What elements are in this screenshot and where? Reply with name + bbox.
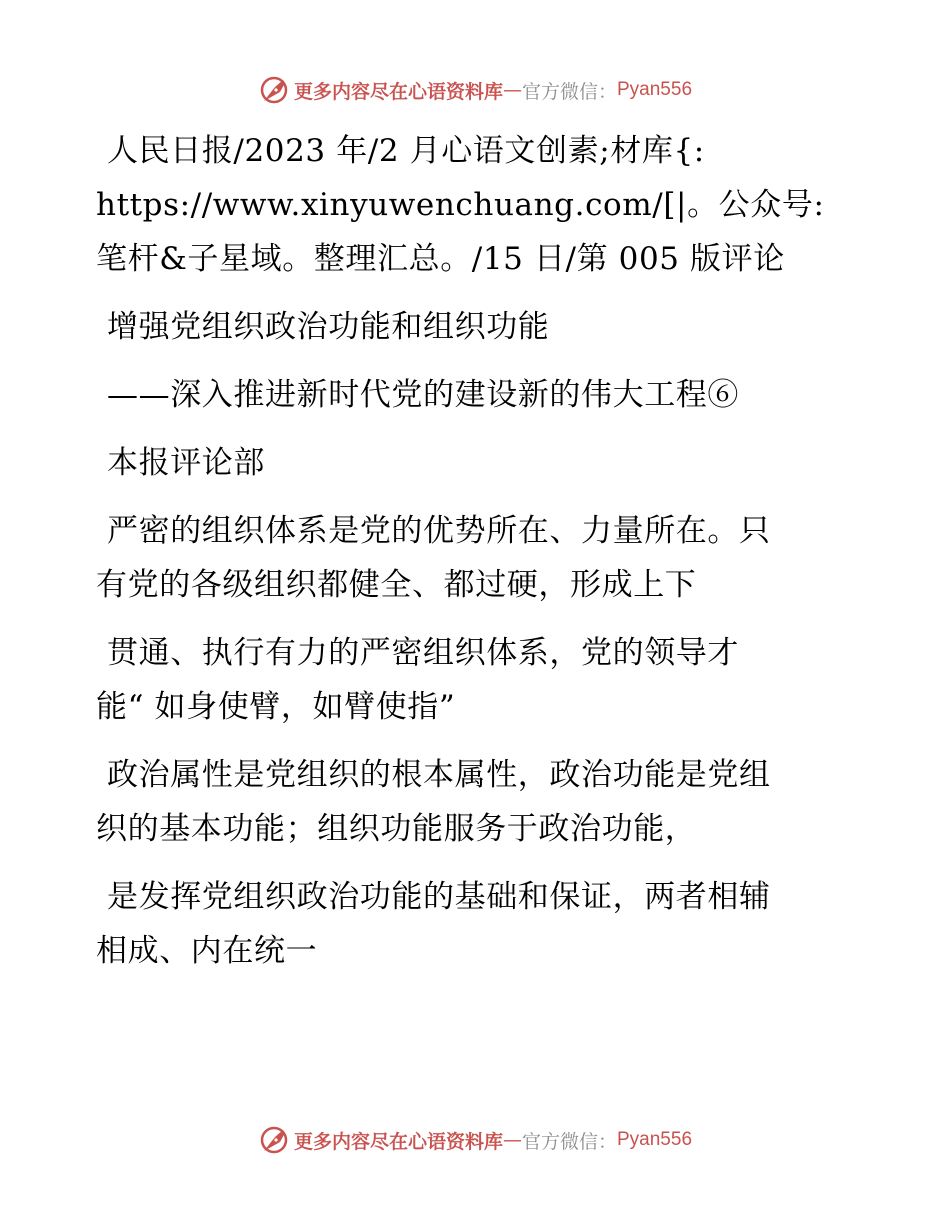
header-line-2: https://www.xinyuwenchuang.com/[|。公众号: bbox=[96, 187, 825, 223]
paragraph-3-line-2: 织的基本功能；组织功能服务于政治功能， bbox=[96, 811, 697, 847]
article-author: 本报评论部 bbox=[107, 445, 265, 481]
watermark-label: 官方微信： bbox=[521, 1130, 617, 1153]
watermark-footer bbox=[0, 1120, 950, 1160]
pen-nib-icon bbox=[258, 74, 290, 106]
document-body bbox=[96, 124, 856, 978]
watermark-dash: — bbox=[502, 1129, 522, 1151]
watermark-main-text: 更多内容尽在心语资料库 bbox=[293, 80, 503, 103]
watermark-main-text: 更多内容尽在心语资料库 bbox=[293, 1130, 503, 1153]
header-line-3: 笔杆&子星域。整理汇总。/15 日/第 005 版评论 bbox=[96, 241, 785, 277]
paragraph-2-line-2: 能“ 如身使臂，如臂使指” bbox=[96, 689, 456, 725]
paragraph-1-line-2: 有党的各级组织都健全、都过硬，形成上下 bbox=[96, 567, 697, 603]
pen-nib-icon bbox=[258, 1124, 290, 1156]
paragraph-4-line-1: 是发挥党组织政治功能的基础和保证，两者相辅 bbox=[107, 879, 771, 915]
watermark-label: 官方微信： bbox=[521, 80, 617, 103]
header-line-1: 人民日报/2023 年/2 月心语文创素;材库{: bbox=[107, 133, 705, 169]
watermark-dash: — bbox=[502, 79, 522, 101]
paragraph-2-line-1: 贯通、执行有力的严密组织体系，党的领导才 bbox=[107, 635, 739, 671]
article-title: 增强党组织政治功能和组织功能 bbox=[107, 309, 550, 345]
paragraph-3-line-1: 政治属性是党组织的根本属性，政治功能是党组 bbox=[107, 757, 771, 793]
article-subtitle: ——深入推进新时代党的建设新的伟大工程⑥ bbox=[107, 377, 739, 413]
watermark-id: Pyan556 bbox=[617, 1129, 693, 1150]
paragraph-1-line-1: 严密的组织体系是党的优势所在、力量所在。只 bbox=[107, 513, 771, 549]
watermark-header bbox=[0, 70, 950, 110]
paragraph-4-line-2: 相成、内在统一 bbox=[96, 933, 318, 969]
watermark-id: Pyan556 bbox=[617, 79, 693, 100]
